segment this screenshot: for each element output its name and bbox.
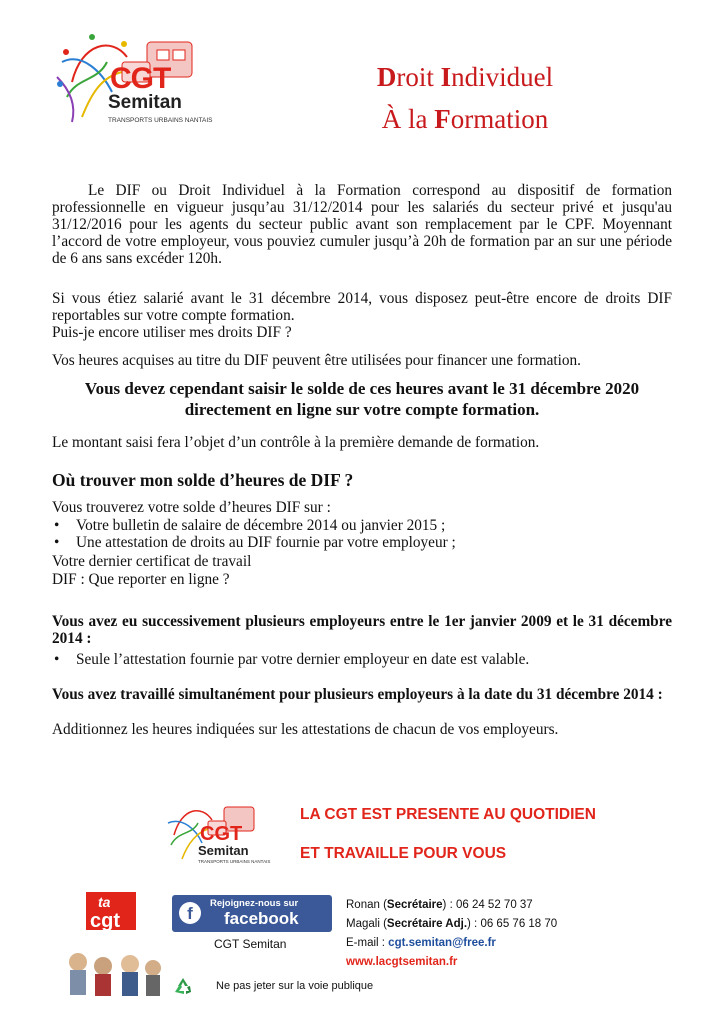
facebook-join-button[interactable] [172,895,332,932]
case2-text: Additionnez les heures indiquées sur les attestations de chacun de vos employeurs. [52,721,559,738]
footer-logo-semitan-text: Semitan [198,843,249,858]
emphasis-paragraph: Vous devez cependant saisir le solde de ces heures avant le 31 décembre 2020 directement en ligne sur votre compte formation. [84,379,640,419]
footer-slogan-line2: ET TRAVAILLE POUR VOUS [300,845,507,862]
report-line: DIF : Que reporter en ligne ? [52,571,230,588]
mascot-crowd-icon [58,882,168,997]
mascot-cgt-text: cgt [90,910,120,932]
paragraph-hours: Vos heures acquises au titre du DIF peuvent être utilisées pour financer une formation. [52,352,582,369]
facebook-brand-label: facebook [224,909,299,928]
facebook-page-name: CGT Semitan [214,937,287,951]
logo-cgt-text: CGT [110,62,171,95]
disclaimer-text: Ne pas jeter sur la voie publique [216,980,374,992]
footer-slogan-line1: LA CGT EST PRESENTE AU QUOTIDIEN [300,806,596,823]
page-title-line2: À la Formation [381,104,549,134]
ta-cgt-mascot-image [58,882,168,997]
footer-logo-cgt-text: CGT [200,823,243,845]
logo-tagline: TRANSPORTS URBAINS NANTAIS [108,117,213,124]
mascot-ta-text: ta [98,894,111,910]
email-link[interactable]: cgt.semitan@free.fr [388,937,496,949]
case1-bullet-list [52,651,672,668]
facebook-join-label: Rejoignez-nous sur [210,898,299,909]
website-link[interactable]: www.lacgtsemitan.fr [346,956,458,968]
list-item: • Votre bulletin de salaire de décembre 2014 ou janvier 2015 ; [52,517,672,534]
footer-logo-tagline: TRANSPORTS URBAINS NANTAIS [198,859,271,864]
case2-title: Vous avez travaillé simultanément pour plusieurs employeurs à la date du 31 décembre 2014 : [52,686,663,703]
paragraph-control: Le montant saisi fera l’objet d’un contrôle à la première demande de formation. [52,434,540,451]
paragraph-rights: Si vous étiez salarié avant le 31 décembre 2014, vous disposez peut-être encore de droits DIF reportables sur votre compte formation. [52,290,672,324]
contact-secretary: Ronan (Secrétaire) : 06 24 52 70 37 [346,899,533,911]
certificate-line: Votre dernier certificat de travail [52,553,252,570]
footer-cgt-logo [162,795,272,875]
list-item: • Une attestation de droits au DIF fournie par votre employeur ; [52,534,672,551]
facebook-icon: f [179,902,201,924]
intro-paragraph: Le DIF ou Droit Individuel à la Formation correspond au dispositif de formation professionnelle en vigueur jusqu’au 31/12/2014 pour les salariés du secteur privé et jusqu'au 31/12/2016 pour les agents du secteur public avant son remplacement par le CPF. Moyennant l’accord de votre employeur, vous pouviez cumuler jusqu’à 20h de formation par an sur une période de 6 ans sans excéder 120h. [52,182,672,267]
contact-email: E-mail : cgt.semitan@free.fr [346,937,496,949]
logo-semitan-text: Semitan [108,92,182,113]
section-intro: Vous trouverez votre solde d’heures DIF sur : [52,499,331,516]
recycle-icon [172,975,194,997]
page-title-line1: Droit Individuel [376,62,554,92]
question-line: Puis-je encore utiliser mes droits DIF ? [52,324,292,341]
section-title: Où trouver mon solde d’heures de DIF ? [52,470,354,490]
bullet-list [52,517,672,551]
case1-title: Vous avez eu successivement plusieurs employeurs entre le 1er janvier 2009 et le 31 décembre 2014 : [52,613,672,647]
cgt-semitan-logo [52,22,222,140]
contact-deputy-secretary: Magali (Secrétaire Adj.) : 06 65 76 18 70 [346,918,558,930]
list-item: • Seule l’attestation fournie par votre dernier employeur en date est valable. [52,651,672,668]
